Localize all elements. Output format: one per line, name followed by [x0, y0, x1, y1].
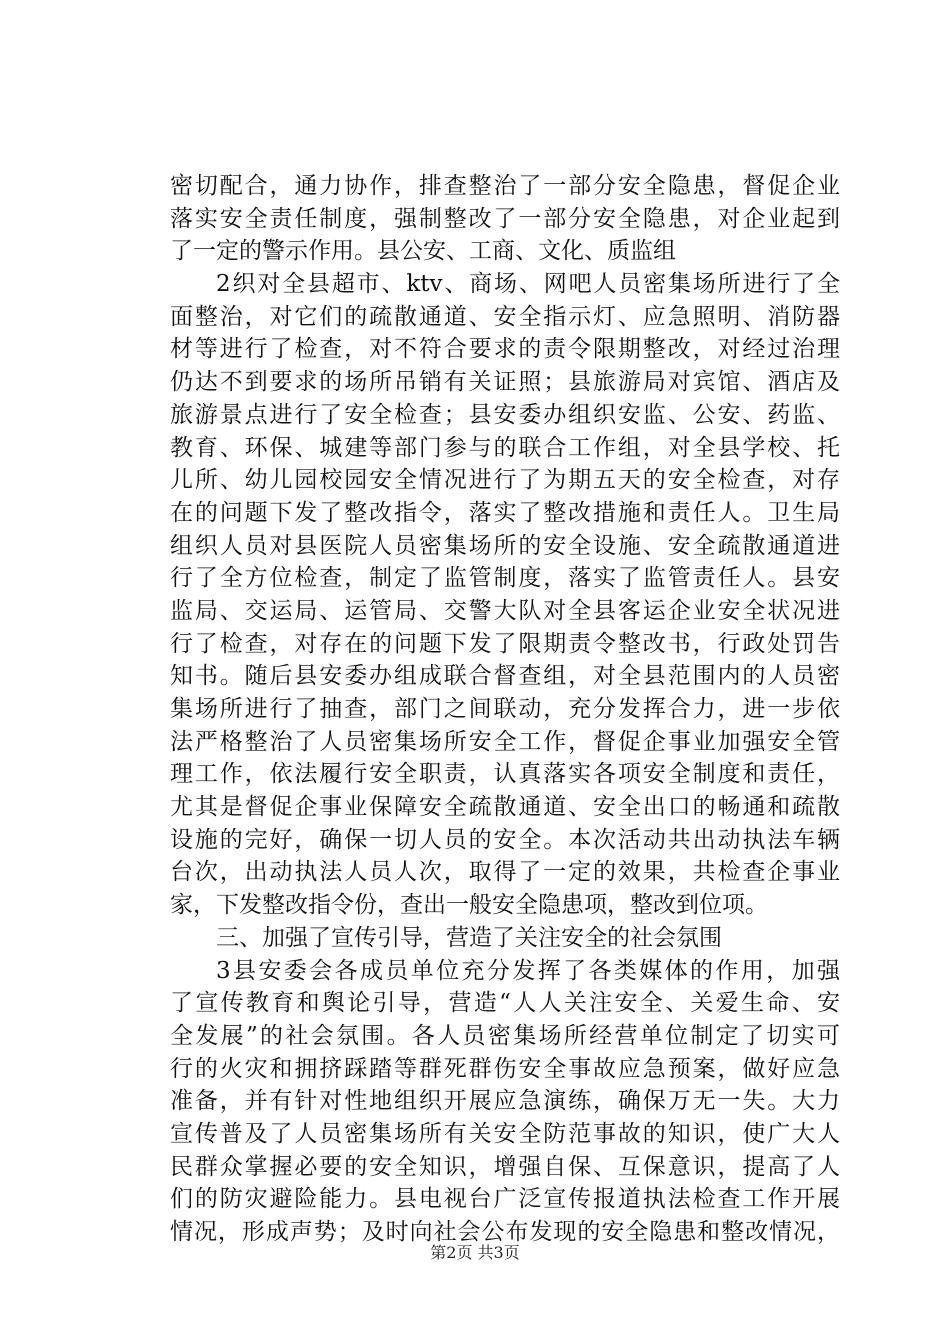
- text-line: 了一定的警示作用。县公安、工商、文化、质监组: [170, 238, 676, 265]
- text-line: 2织对全县超市、ktv、商场、网吧人员密集场所进行了全: [216, 271, 840, 298]
- text-line: 准备，并有针对性地组织开展应急演练，确保万无一失。大力: [170, 1088, 840, 1115]
- text-line: 们的防灾避险能力。县电视台广泛宣传报道执法检查工作开展: [170, 1186, 840, 1213]
- text-line: 旅游景点进行了安全检查；县安委办组织安监、公安、药监、: [170, 401, 840, 428]
- text-line: 行了全方位检查，制定了监管制度，落实了监管责任人。县安: [170, 565, 840, 592]
- page-footer: 第2页 共3页: [430, 1243, 520, 1262]
- text-line: 宣传普及了人员密集场所有关安全防范事故的知识，使广大人: [170, 1120, 840, 1147]
- text-line: 密切配合，通力协作，排查整治了一部分安全隐患，督促企业: [170, 173, 840, 199]
- text-line: 台次，出动执法人员人次，取得了一定的效果，共检查企事业: [170, 859, 840, 886]
- text-line: 仍达不到要求的场所吊销有关证照；县旅游局对宾馆、酒店及: [170, 369, 840, 396]
- text-line: 全发展”的社会氛围。各人员密集场所经营单位制定了切实可: [170, 1022, 840, 1049]
- text-line: 知书。随后县安委办组成联合督查组，对全县范围内的人员密: [170, 663, 840, 690]
- text-line: 面整治，对它们的疏散通道、安全指示灯、应急照明、消防器: [170, 303, 840, 330]
- text-line: 3县安委会各成员单位充分发挥了各类媒体的作用，加强: [216, 957, 840, 984]
- text-line: 落实安全责任制度，强制整改了一部分安全隐患，对企业起到: [170, 205, 840, 232]
- text-line: 儿所、幼儿园校园安全情况进行了为期五天的安全检查，对存: [170, 467, 840, 494]
- text-line: 行了检查，对存在的问题下发了限期责令整改书，行政处罚告: [170, 630, 840, 657]
- text-line: 三、加强了宣传引导，营造了关注安全的社会氛围: [216, 924, 722, 951]
- text-line: 监局、交运局、运管局、交警大队对全县客运企业安全状况进: [170, 597, 840, 624]
- text-line: 理工作，依法履行安全职责，认真落实各项安全制度和责任，: [170, 761, 840, 788]
- text-line: 集场所进行了抽查，部门之间联动，充分发挥合力，进一步依: [170, 696, 840, 722]
- text-line: 情况，形成声势；及时向社会公布发现的安全隐患和整改情况，: [170, 1219, 840, 1245]
- text-line: 教育、环保、城建等部门参与的联合工作组，对全县学校、托: [170, 434, 840, 461]
- text-line: 组织人员对县医院人员密集场所的安全设施、安全疏散通道进: [170, 532, 840, 559]
- text-line: 了宣传教育和舆论引导，营造“人人关注安全、关爱生命、安: [170, 990, 840, 1017]
- text-line: 行的火灾和拥挤踩踏等群死群伤安全事故应急预案，做好应急: [170, 1055, 840, 1082]
- text-line: 法严格整治了人员密集场所安全工作，督促企事业加强安全管: [170, 728, 840, 755]
- text-line: 尤其是督促企事业保障安全疏散通道、安全出口的畅通和疏散: [170, 794, 840, 821]
- text-line: 材等进行了检查，对不符合要求的责令限期整改，对经过治理: [170, 336, 840, 363]
- text-line: 民群众掌握必要的安全知识，增强自保、互保意识，提高了人: [170, 1153, 840, 1180]
- document-body: [170, 170, 840, 1249]
- text-line: 设施的完好，确保一切人员的安全。本次活动共出动执法车辆: [170, 826, 840, 853]
- text-line: 家，下发整改指令份，查出一般安全隐患项，整改到位项。: [170, 892, 768, 919]
- text-line: 在的问题下发了整改指令，落实了整改措施和责任人。卫生局: [170, 499, 840, 526]
